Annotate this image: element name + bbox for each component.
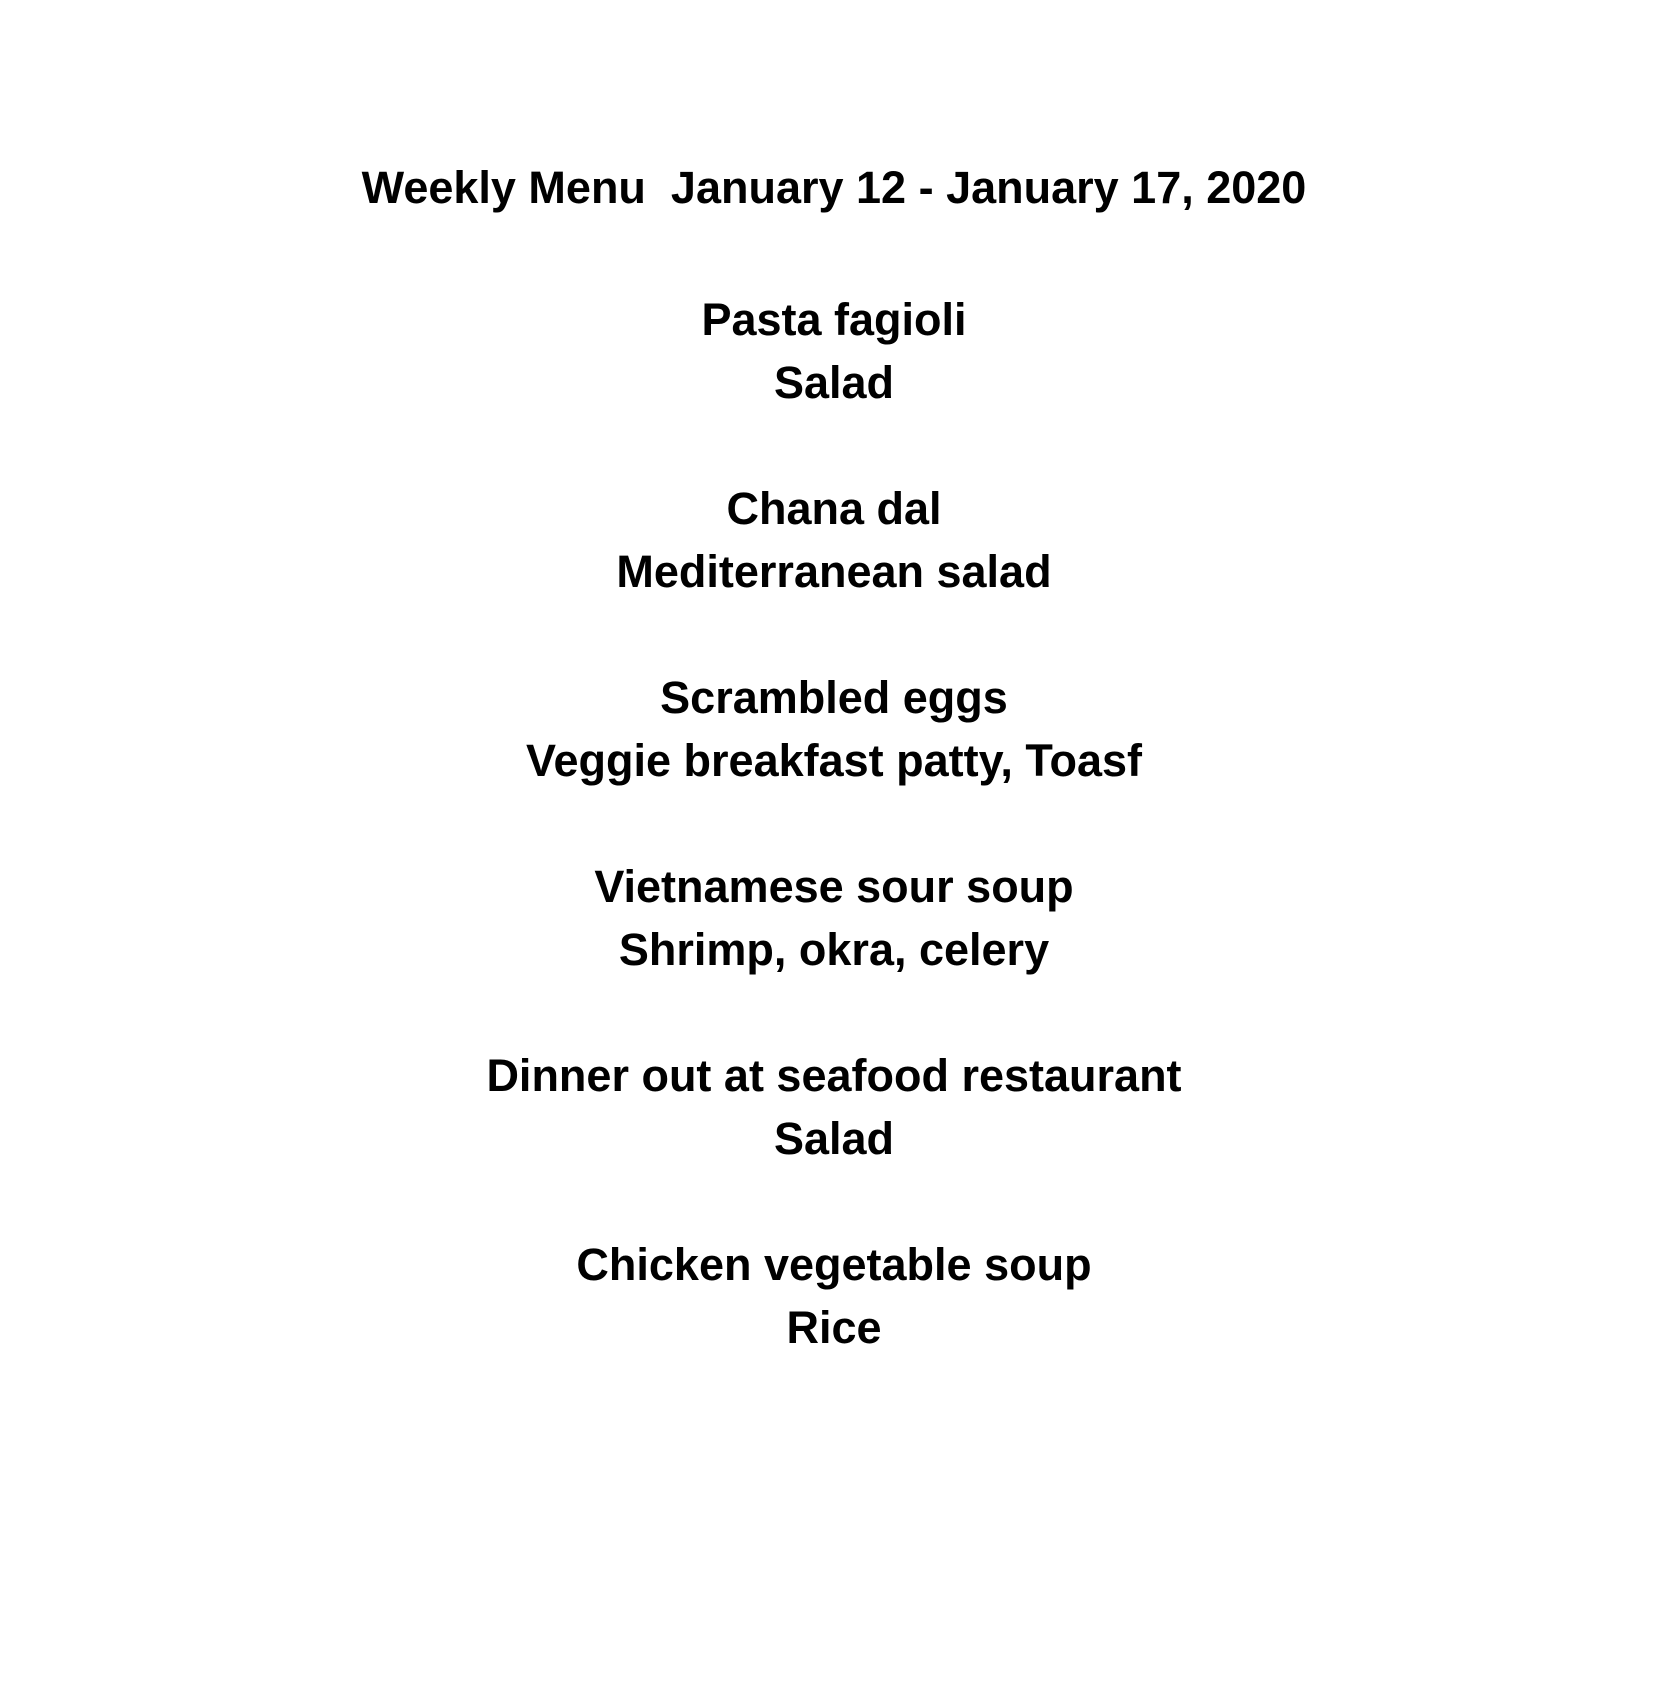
menu-day-1-side: Salad	[773, 357, 895, 408]
menu-day-3-main: Scrambled eggs	[660, 672, 1008, 723]
menu-day-3-side: Veggie breakfast patty, Toasf	[525, 735, 1143, 786]
menu-day-6-side: Rice	[786, 1302, 882, 1353]
menu-day-6-main: Chicken vegetable soup	[576, 1239, 1092, 1290]
menu-day-2-main: Chana dal	[726, 483, 942, 534]
menu-day-3	[0, 666, 1668, 792]
menu-day-5-main: Dinner out at seafood restaurant	[486, 1050, 1182, 1101]
menu-day-4-main: Vietnamese sour soup	[594, 861, 1074, 912]
menu-day-1	[0, 288, 1668, 414]
menu-day-5	[0, 1044, 1668, 1170]
menu-day-6	[0, 1233, 1668, 1359]
menu-day-2	[0, 477, 1668, 603]
menu-title: Weekly Menu January 12 - January 17, 2020	[361, 162, 1307, 213]
menu-day-5-side: Salad	[773, 1113, 895, 1164]
menu-day-4-side: Shrimp, okra, celery	[618, 924, 1050, 975]
menu-day-4	[0, 855, 1668, 981]
menu-day-1-main: Pasta fagioli	[701, 294, 967, 345]
menu-day-2-side: Mediterranean salad	[616, 546, 1052, 597]
